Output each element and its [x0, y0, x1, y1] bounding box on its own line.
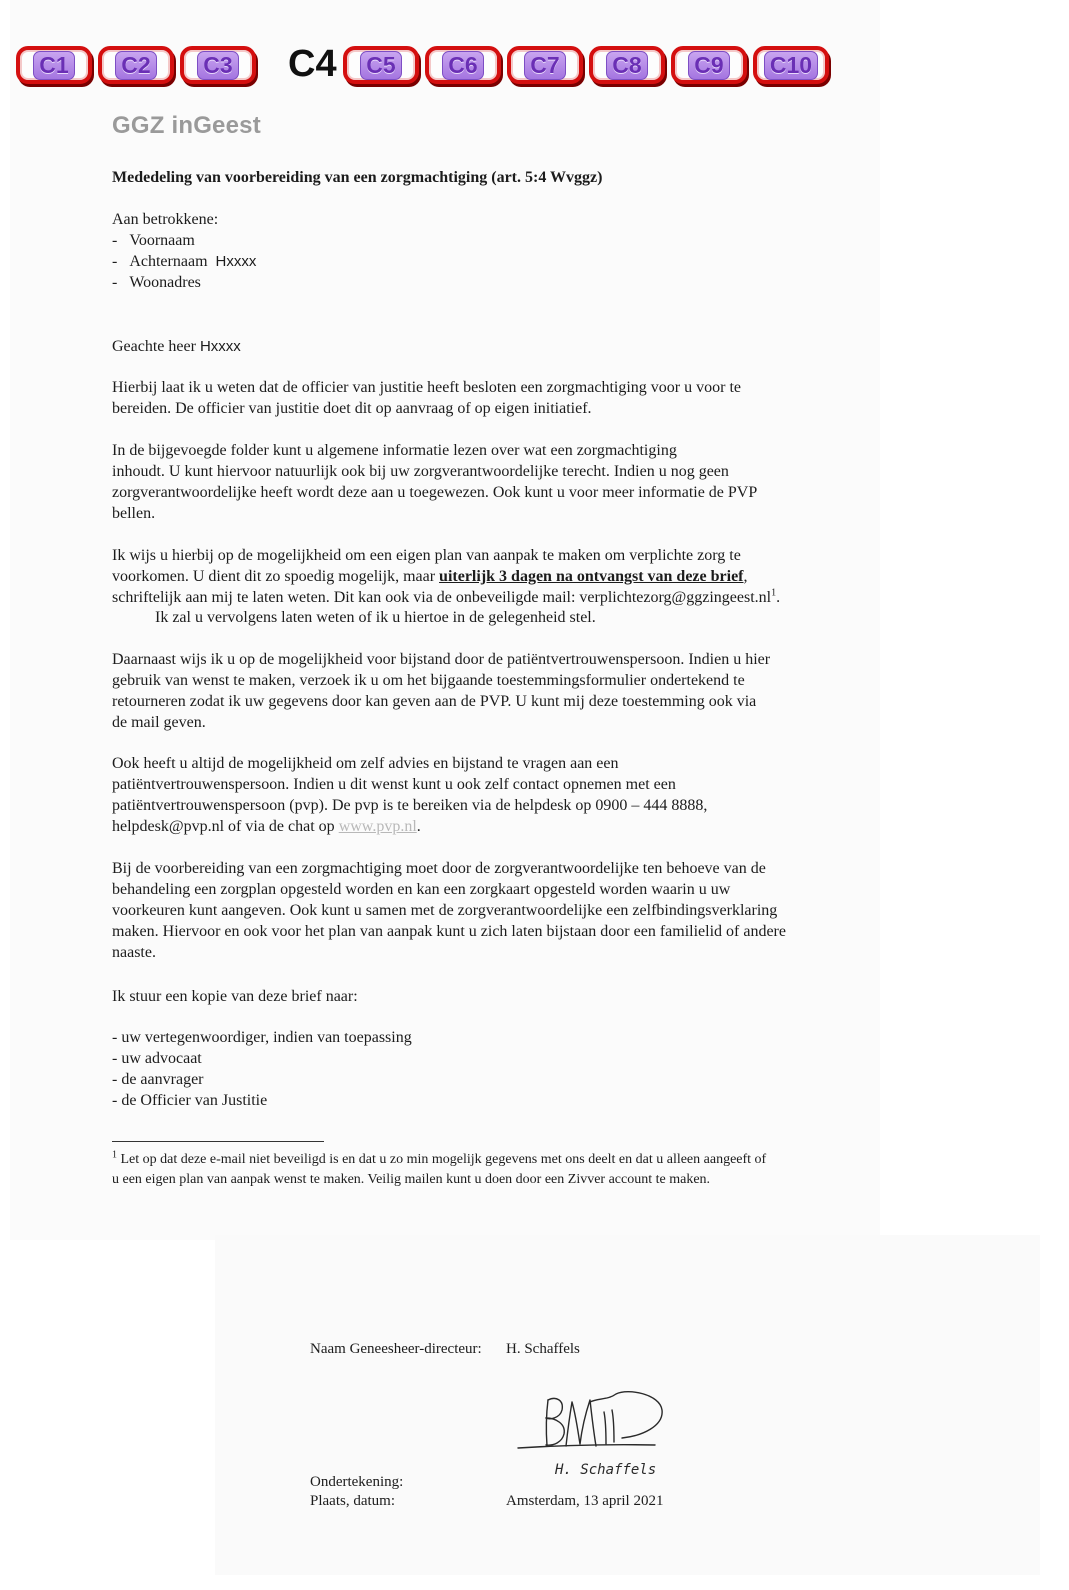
- recipient-label: Achternaam: [129, 253, 208, 270]
- paragraph-line: maken. Hiervoor en ook voor het plan van aanpak kunt u zich laten bijstaan door een familielid of andere: [112, 923, 786, 940]
- bullet: -: [112, 232, 118, 249]
- place-date-value: Amsterdam, 13 april 2021: [506, 1493, 664, 1509]
- salutation-name: Hxxxx: [199, 338, 241, 355]
- recipient-row: [112, 251, 256, 272]
- text-run: voorkomen. U dient dit zo spoedig mogelijk, maar: [112, 568, 440, 585]
- paragraph-line: Daarnaast wijs ik u op de mogelijkheid voor bijstand door de patiëntvertrouwenspersoon. Indien u hier: [112, 651, 771, 668]
- recipient-row: [112, 230, 195, 251]
- tab-c9[interactable]: [671, 46, 747, 84]
- tab-label: C7: [524, 51, 565, 80]
- salutation-text: Geachte heer: [112, 338, 196, 355]
- tab-label: C10: [764, 51, 818, 80]
- tab-label: C3: [197, 51, 238, 80]
- letter-title: Mededeling van voorbereiding van een zorgmachtiging (art. 5:4 Wvggz): [112, 169, 603, 186]
- tab-c8[interactable]: [589, 46, 665, 84]
- tab-label: C2: [115, 51, 156, 80]
- deadline-emphasis: uiterlijk 3 dagen na ontvangst van deze brief: [439, 568, 744, 585]
- paragraph-line: bereiden. De officier van justitie doet dit op aanvraag of op eigen initiatief.: [112, 400, 592, 417]
- footnote-ref: 1: [771, 587, 777, 599]
- paragraph-line: bellen.: [112, 505, 156, 522]
- paragraph-line: [112, 587, 780, 608]
- paragraph-line: [112, 566, 748, 587]
- paragraph-line: inhoudt. U kunt hiervoor natuurlijk ook bij uw zorgverantwoordelijke terecht. Indien u nog geen: [112, 463, 729, 480]
- footnote-mark: 1: [112, 1149, 117, 1161]
- paragraph-line: Ik zal u vervolgens laten weten of ik u hiertoe in de gelegenheid stel.: [155, 609, 596, 626]
- tab-c3[interactable]: [180, 46, 256, 84]
- tab-c5[interactable]: [343, 46, 419, 84]
- footnote-text: Let op dat deze e-mail niet beveiligd is en dat u zo min mogelijk gegevens met ons deelt en dat u alleen aangeeft of: [117, 1152, 767, 1167]
- list-item: - de Officier van Justitie: [112, 1092, 268, 1109]
- footnote-line: [112, 1150, 766, 1170]
- recipient-label: Voornaam: [129, 232, 195, 249]
- director-name: H. Schaffels: [506, 1341, 580, 1357]
- paragraph-line: Hierbij laat ik u weten dat de officier van justitie heeft besloten een zorgmachtiging voor u voor te: [112, 379, 741, 396]
- paragraph-line: retourneren zodat ik uw gegevens door kan geven aan de PVP. U kunt mij deze toestemming ook via: [112, 693, 757, 710]
- place-date-label: Plaats, datum:: [310, 1493, 395, 1509]
- paragraph-line: patiëntvertrouwenspersoon (pvp). De pvp is te bereiken via de helpdesk op 0900 – 444 8888,: [112, 797, 708, 814]
- list-item: - uw vertegenwoordiger, indien van toepassing: [112, 1029, 412, 1046]
- text-run: ,: [743, 568, 748, 585]
- tab-c2[interactable]: [98, 46, 174, 84]
- recipient-value: Hxxxx: [215, 253, 257, 270]
- handwritten-signature: [510, 1388, 680, 1488]
- tab-label: C1: [33, 51, 74, 80]
- list-item: - uw advocaat: [112, 1050, 202, 1067]
- tab-c10[interactable]: [753, 46, 829, 84]
- paragraph-line: voorkeuren kunt aangeven. Ook kunt u samen met de zorgverantwoordelijke een zelfbindingsverklaring: [112, 902, 778, 919]
- footnote: [112, 1150, 766, 1190]
- paragraph-line: naaste.: [112, 944, 156, 961]
- paragraph-line: In de bijgevoegde folder kunt u algemene informatie lezen over wat een zorgmachtiging: [112, 442, 677, 459]
- text-run: .: [416, 818, 421, 835]
- tab-c1[interactable]: [16, 46, 92, 84]
- tab-c6[interactable]: [425, 46, 501, 84]
- handwritten-name: H. Schaffels: [555, 1462, 657, 1478]
- paragraph-line: Ook heeft u altijd de mogelijkheid om zelf advies en bijstand te vragen aan een: [112, 755, 619, 772]
- paragraph-line: zorgverantwoordelijke heeft wordt deze aan u toegewezen. Ook kunt u voor meer informatie de PVP: [112, 484, 758, 501]
- paragraph-line: de mail geven.: [112, 714, 206, 731]
- tab-label: C5: [360, 51, 401, 80]
- text-run: schriftelijk aan mij te laten weten. Dit kan ook via de onbeveiligde mail: verplichtezorg@ggzingeest.nl: [112, 589, 772, 606]
- organization-logo: GGZ inGeest: [112, 112, 261, 139]
- footnote-divider: [112, 1141, 324, 1142]
- recipient-label: Woonadres: [129, 274, 201, 291]
- list-item: - de aanvrager: [112, 1071, 204, 1088]
- pvp-link[interactable]: www.pvp.nl: [338, 818, 417, 835]
- paragraph-line: Bij de voorbereiding van een zorgmachtiging moet door de zorgverantwoordelijke ten behoeve van de: [112, 860, 766, 877]
- text-run: helpdesk@pvp.nl of via de chat op: [112, 818, 339, 835]
- tab-label: C8: [606, 51, 647, 80]
- tab-c4-active[interactable]: C4: [288, 43, 337, 85]
- copy-intro: Ik stuur een kopie van deze brief naar:: [112, 988, 358, 1005]
- paragraph-line: [112, 816, 421, 837]
- signature-label: Ondertekening:: [310, 1474, 404, 1490]
- paragraph-line: Ik wijs u hierbij op de mogelijkheid om een eigen plan van aanpak te maken om verplichte zorg te: [112, 547, 741, 564]
- bullet: -: [112, 274, 118, 291]
- recipients-label: Aan betrokkene:: [112, 211, 219, 228]
- paragraph-line: gebruik van wenst te maken, verzoek ik u om het bijgaande toestemmingsformulier ondertekend te: [112, 672, 745, 689]
- tab-label: C6: [442, 51, 483, 80]
- tab-c7[interactable]: [507, 46, 583, 84]
- bullet: -: [112, 253, 118, 270]
- salutation: [112, 336, 241, 357]
- director-label: Naam Geneesheer-directeur:: [310, 1341, 482, 1357]
- footnote-line: u een eigen plan van aanpak wenst te maken. Veilig mailen kunt u doen door een Zivver account te maken.: [112, 1172, 711, 1187]
- paragraph-line: behandeling een zorgplan opgesteld worden en kan een zorgkaart opgesteld worden waarin u uw: [112, 881, 731, 898]
- paragraph-line: patiëntvertrouwenspersoon. Indien u dit wenst kunt u ook zelf contact opnemen met een: [112, 776, 676, 793]
- recipient-row: [112, 272, 201, 293]
- tab-label: C9: [688, 51, 729, 80]
- text-run: .: [776, 589, 781, 606]
